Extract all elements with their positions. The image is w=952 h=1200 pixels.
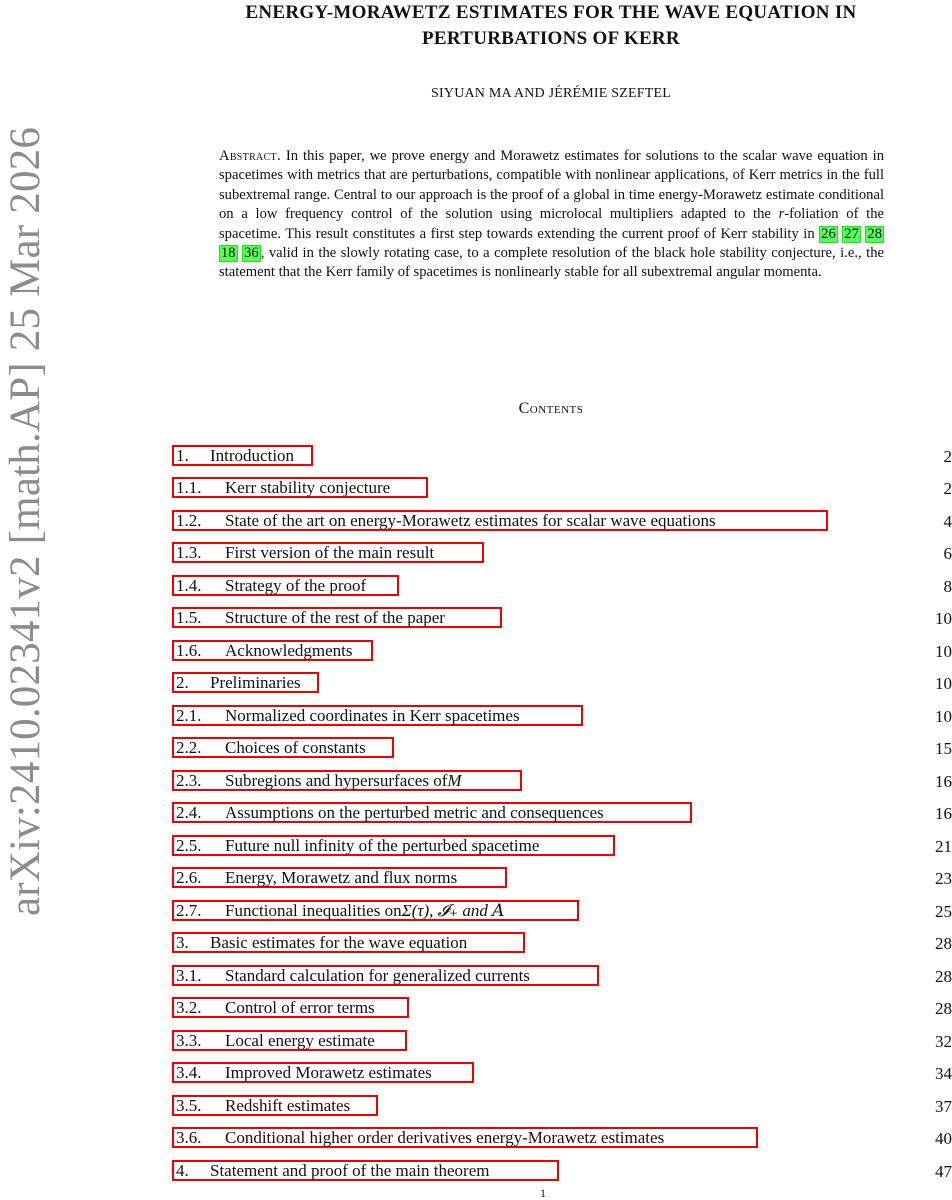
toc-entry-link[interactable] [172,1062,474,1083]
toc-entry-link[interactable] [172,1095,378,1116]
toc-entry [172,835,952,858]
toc-entry [172,575,952,598]
toc-entry-page: 16 [935,772,952,791]
toc-entry-title: Subregions and hypersurfaces of [225,771,448,790]
abstract-text-2: -foliation of the spacetime. This result constitutes a first step towards extending the current proof of Kerr stability in [219,206,884,242]
toc-entry-page: 37 [935,1097,952,1116]
toc-entry-title: Local energy estimate [225,1031,375,1050]
toc-entry-link[interactable] [172,802,692,823]
toc-entry-link[interactable] [172,1030,407,1051]
toc-entry-number: 3.4. [176,1063,202,1082]
toc-entry-number: 3.2. [176,998,202,1017]
toc-entry [172,640,952,663]
toc-entry-title: Control of error terms [225,998,375,1017]
toc-entry-title: Redshift estimates [225,1096,351,1115]
toc-entry [172,965,952,988]
toc-entry-number: 3.5. [176,1096,202,1115]
toc-entry-link[interactable] [172,737,394,758]
toc-entry-link[interactable] [172,932,525,953]
toc-entry-number: 1.1. [176,478,202,497]
toc-entry-math: M [447,771,462,790]
toc-entry-number: 2.1. [176,706,202,725]
toc-entry-page: 34 [935,1064,952,1083]
toc-entry-number: 1. [176,446,189,465]
toc-entry-number: 1.6. [176,641,202,660]
toc-entry-number: 1.2. [176,511,202,530]
toc-entry-title: Normalized coordinates in Kerr spacetimes [225,706,520,725]
toc-entry-number: 1.4. [176,576,202,595]
toc-entry-title: Conditional higher order derivatives energy-Morawetz estimates [225,1128,665,1147]
toc-entry-number: 2.6. [176,868,202,887]
citation-link[interactable]: 28 [867,225,882,242]
toc-entry [172,1127,952,1150]
toc-entry-page: 15 [935,739,952,758]
toc-entry-page: 32 [935,1032,952,1051]
toc-entry [172,672,952,695]
toc-entry-link[interactable] [172,900,579,921]
toc-entry-number: 2.4. [176,803,202,822]
toc-entry-title: Kerr stability conjecture [225,478,391,497]
toc-entry-number: 3. [176,933,189,952]
toc-entry-title: Energy, Morawetz and flux norms [225,868,458,887]
toc-entry-page: 10 [935,609,952,628]
toc-entry-link[interactable] [172,867,507,888]
toc-entry-title: Basic estimates for the wave equation [210,933,468,952]
toc-entry-page: 40 [935,1129,952,1148]
authors: SIYUAN MA AND JÉRÉMIE SZEFTEL [431,86,671,101]
toc-entry-math: Σ(τ), 𝓘₊ and 𝐴 [401,901,505,920]
toc-entry-title: Introduction [210,446,295,465]
toc-entry-link[interactable] [172,640,373,661]
abstract-r-symbol: r [778,206,785,223]
citation-link[interactable]: 27 [844,225,859,242]
toc-entry [172,477,952,500]
toc-entry [172,867,952,890]
toc-entry-number: 2.7. [176,901,202,920]
toc-entry-page: 2 [943,447,952,466]
paper-title-line-1: ENERGY-MORAWETZ ESTIMATES FOR THE WAVE EQUATION IN [245,2,857,23]
toc-entry [172,997,952,1020]
arxiv-identifier-stamp [0,126,52,916]
toc-entry-page: 21 [935,837,952,856]
toc-entry-title: Functional inequalities on [225,901,402,920]
toc-entry-title: State of the art on energy-Morawetz estimates for scalar wave equations [225,511,716,530]
toc-entry-number: 2. [176,673,189,692]
toc-entry-number: 1.3. [176,543,202,562]
abstract-text-1: In this paper, we prove energy and Morawetz estimates for solutions to the scalar wave equation in spacetimes with metrics that are perturbations, compatible with nonlinear applications, of Kerr metrics in the full subextremal range. Central to our approach is the proof of a global in time energy-Morawetz estimate conditional on a low frequency control of the solution using microlocal multipliers adapted to the [219,148,884,223]
toc-entry-number: 4. [176,1161,189,1180]
toc-entry [172,445,952,468]
toc-entry-title: Acknowledgments [225,641,353,660]
toc-entry-page: 10 [935,674,952,693]
contents-heading: Contents [518,400,584,417]
paper-title [150,0,952,52]
toc-entry-page: 16 [935,804,952,823]
toc-entry-number: 3.3. [176,1031,202,1050]
toc-entry-page: 28 [935,967,952,986]
toc-entry-page: 28 [935,934,952,953]
toc-entry-link[interactable] [172,672,319,693]
toc-entry-title: Future null infinity of the perturbed spacetime [225,836,540,855]
toc-entry [172,900,952,923]
toc-entry-page: 25 [935,902,952,921]
citation-link[interactable]: 26 [821,225,836,242]
toc-entry-number: 2.5. [176,836,202,855]
toc-entry [172,737,952,760]
footer-page-number: 1 [540,1186,546,1200]
toc-entry [172,770,952,793]
toc-entry [172,802,952,825]
toc-entry [172,1095,952,1118]
toc-entry-page: 23 [935,869,952,888]
toc-entry-link[interactable] [172,835,615,856]
toc-entry-number: 2.2. [176,738,202,757]
toc-entry [172,607,952,630]
toc-entry-link[interactable] [172,607,502,628]
citation-link[interactable]: 36 [244,245,259,262]
toc-entry-number: 3.6. [176,1128,202,1147]
toc-entry-link[interactable] [172,965,599,986]
abstract [219,147,884,283]
citation-link[interactable]: 18 [221,245,236,262]
toc-entry-number: 3.1. [176,966,202,985]
toc-entry-page: 10 [935,707,952,726]
toc-entry-link[interactable] [172,445,313,466]
toc-entry-number: 2.3. [176,771,202,790]
toc-entry-page: 47 [935,1162,952,1181]
paper-title-line-2: PERTURBATIONS OF KERR [422,28,680,49]
toc-entry-page: 8 [943,577,952,596]
toc-entry-title: Strategy of the proof [225,576,367,595]
toc-entry [172,1030,952,1053]
toc-entry-number: 1.5. [176,608,202,627]
toc-entry-link[interactable] [172,1127,758,1148]
toc-entry-link[interactable] [172,705,583,726]
toc-entry-link[interactable] [172,1160,559,1181]
arxiv-stamp-text: arXiv:2410.02341v2 [math.AP] 25 Mar 2026 [2,126,49,916]
toc-entry-title: First version of the main result [225,543,435,562]
toc-entry-title: Choices of constants [225,738,366,757]
toc-entry-title: Assumptions on the perturbed metric and consequences [225,803,604,822]
toc-entry [172,705,952,728]
toc-entry-page: 4 [943,512,952,531]
toc-entry-page: 2 [943,479,952,498]
toc-entry-link[interactable] [172,477,428,498]
toc-entry [172,510,952,533]
toc-entry [172,1062,952,1085]
toc-entry [172,542,952,565]
toc-entry-title: Preliminaries [210,673,301,692]
toc-entry-link[interactable] [172,770,522,791]
toc-entry-title: Statement and proof of the main theorem [210,1161,490,1180]
toc-entry-link[interactable] [172,542,484,563]
toc-entry-page: 28 [935,999,952,1018]
toc-entry [172,1160,952,1183]
toc-entry-title: Improved Morawetz estimates [225,1063,432,1082]
toc-entry [172,932,952,955]
toc-entry-link[interactable] [172,997,409,1018]
toc-entry-page: 6 [943,544,952,563]
toc-entry-page: 10 [935,642,952,661]
abstract-text-3: , valid in the slowly rotating case, to a complete resolution of the black hole stability conjecture, i.e., the statement that the Kerr family of spacetimes is nonlinearly stable for all subextremal angular momenta. [219,245,884,281]
toc-entry-title: Structure of the rest of the paper [225,608,445,627]
toc-entry-title: Standard calculation for generalized currents [225,966,530,985]
toc-entry-link[interactable] [172,510,828,531]
toc-entry-link[interactable] [172,575,399,596]
abstract-label: Abstract. [219,148,281,164]
